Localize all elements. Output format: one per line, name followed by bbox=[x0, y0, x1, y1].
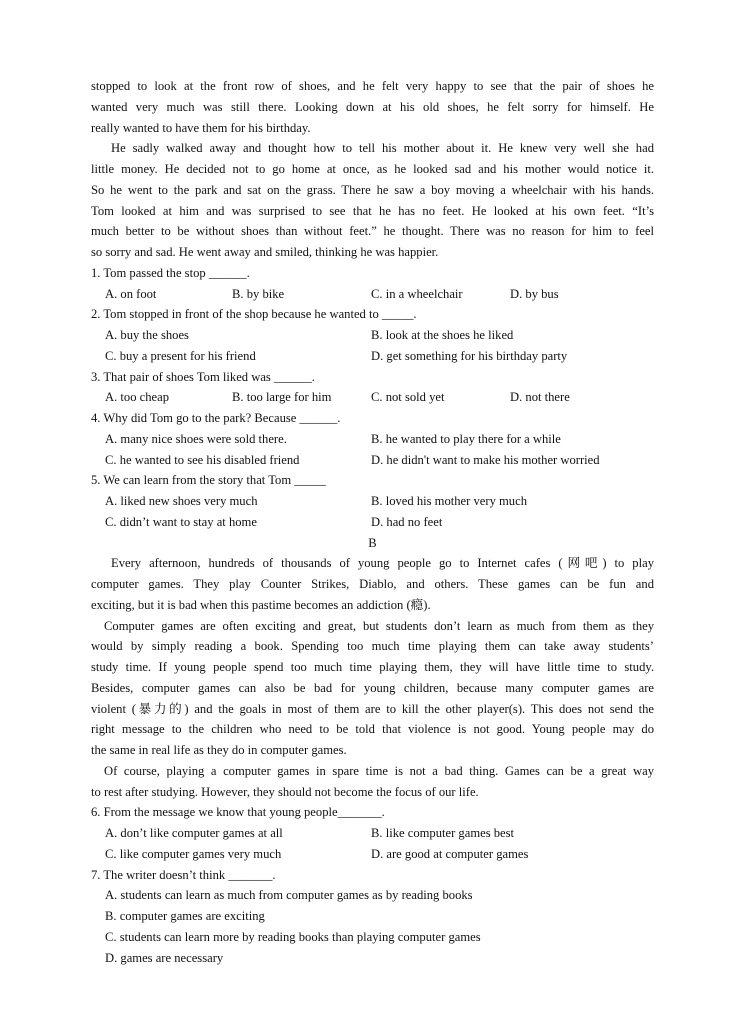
answer-option: A. buy the shoes bbox=[105, 328, 189, 342]
answer-option: D. get something for his birthday party bbox=[371, 348, 568, 363]
answer-option: B. look at the shoes he liked bbox=[371, 328, 514, 342]
passage-line: Tom looked at him and was surprised to see that he has no feet. He looked at his own feet. “It’s bbox=[91, 203, 654, 218]
passage-line: So he went to the park and sat on the grass. There he saw a boy moving a wheelchair with his hands. bbox=[91, 182, 654, 197]
answer-options-row bbox=[91, 387, 654, 407]
passage-line: to rest after studying. However, they should not become the focus of our life. bbox=[91, 784, 479, 799]
answer-options-row bbox=[91, 450, 654, 470]
question-stem: 6. From the message we know that young people_______. bbox=[91, 805, 385, 820]
passage-line: right message to the children who need to be told that violence is not good. Young people may do bbox=[91, 722, 654, 737]
answer-option: B. like computer games best bbox=[371, 826, 515, 840]
answer-option: D. are good at computer games bbox=[371, 846, 529, 861]
question-stem: 4. Why did Tom go to the park? Because ______. bbox=[91, 411, 341, 425]
passage-line: wanted very much was still there. Looking down at his old shoes, he felt sorry for himself. He bbox=[91, 99, 654, 114]
answer-options-row bbox=[91, 325, 654, 345]
answer-options-row bbox=[91, 823, 654, 843]
answer-option: A. don’t like computer games at all bbox=[105, 826, 283, 840]
passage-line: exciting, but it is bad when this pastime becomes an addiction (瘾). bbox=[91, 597, 431, 612]
answer-option: B. computer games are exciting bbox=[105, 909, 265, 923]
passage-line: Of course, playing a computer games in spare time is not a bad thing. Games can be a great way bbox=[104, 763, 654, 778]
passage-line: computer games. They play Counter Strikes, Diablo, and others. These games can be fun and bbox=[91, 577, 654, 591]
answer-option: B. loved his mother very much bbox=[371, 494, 527, 508]
passage-line: much better to be without shoes than without feet.” he thought. There was no reason for him to feel bbox=[91, 224, 654, 239]
answer-option: C. didn’t want to stay at home bbox=[105, 514, 257, 529]
answer-options-row bbox=[91, 491, 654, 511]
answer-options-row bbox=[91, 512, 654, 532]
question-stem: 3. That pair of shoes Tom liked was ______. bbox=[91, 369, 315, 384]
answer-option: B. too large for him bbox=[232, 390, 332, 405]
answer-options-row bbox=[91, 844, 654, 864]
answer-option: B. he wanted to play there for a while bbox=[371, 431, 561, 446]
passage-line: really wanted to have them for his birthday. bbox=[91, 120, 311, 135]
answer-option: A. on foot bbox=[105, 286, 157, 301]
passage-line: stopped to look at the front row of shoes, and he felt very happy to see that the pair of shoes he bbox=[91, 79, 654, 93]
answer-option: A. too cheap bbox=[105, 390, 169, 405]
answer-options-row bbox=[91, 948, 654, 968]
answer-option: C. like computer games very much bbox=[105, 846, 282, 861]
passage-line: study time. If young people spend too much time playing them, they will have little time to study. bbox=[91, 660, 654, 674]
answer-option: B. by bike bbox=[232, 286, 285, 301]
passage-line: Computer games are often exciting and great, but students don’t learn as much from them as they bbox=[104, 618, 654, 633]
passage-line: violent (暴力的) and the goals in most of them are to kill the other player(s). This does not send the bbox=[91, 701, 654, 716]
question-stem: 7. The writer doesn’t think _______. bbox=[91, 867, 276, 882]
passage-line: He sadly walked away and thought how to tell his mother about it. He knew very well she had bbox=[111, 141, 654, 156]
answer-options-row bbox=[91, 346, 654, 366]
passage-line: Besides, computer games can also be bad for young children, because many computer games are bbox=[91, 680, 654, 695]
answer-option: D. games are necessary bbox=[105, 950, 224, 965]
answer-option: D. he didn't want to make his mother worried bbox=[371, 452, 600, 467]
section-heading: B bbox=[368, 535, 377, 550]
passage-line: Every afternoon, hundreds of thousands of young people go to Internet cafes (网吧) to play bbox=[111, 556, 654, 571]
answer-option: C. buy a present for his friend bbox=[105, 348, 256, 363]
question-stem: 2. Tom stopped in front of the shop because he wanted to _____. bbox=[91, 307, 417, 322]
question-stem: 5. We can learn from the story that Tom _____ bbox=[91, 473, 326, 488]
answer-options-row bbox=[91, 885, 654, 905]
answer-options-row bbox=[91, 429, 654, 449]
answer-options-row bbox=[91, 927, 654, 947]
answer-option: D. not there bbox=[510, 390, 570, 405]
answer-option: C. he wanted to see his disabled friend bbox=[105, 452, 300, 467]
answer-option: C. students can learn more by reading books than playing computer games bbox=[105, 929, 481, 944]
passage-line: little money. He decided not to go home at once, as he looked sad and his mother would notice it. bbox=[91, 162, 654, 176]
question-stem: 1. Tom passed the stop ______. bbox=[91, 265, 250, 280]
answer-option: A. many nice shoes were sold there. bbox=[105, 431, 287, 446]
passage-line: the same in real life as they do in computer games. bbox=[91, 743, 347, 757]
answer-option: D. had no feet bbox=[371, 514, 443, 529]
passage-line: would by simply reading a book. Spending too much time playing them can take away students’ bbox=[91, 639, 654, 654]
answer-option: C. in a wheelchair bbox=[371, 286, 463, 301]
answer-option: D. by bus bbox=[510, 286, 559, 301]
passage-line: so sorry and sad. He went away and smiled, thinking he was happier. bbox=[91, 245, 439, 259]
answer-options-row bbox=[91, 284, 654, 304]
answer-option: A. liked new shoes very much bbox=[105, 494, 258, 508]
answer-options-row bbox=[91, 906, 654, 926]
answer-option: A. students can learn as much from computer games as by reading books bbox=[105, 888, 473, 903]
answer-option: C. not sold yet bbox=[371, 390, 445, 405]
